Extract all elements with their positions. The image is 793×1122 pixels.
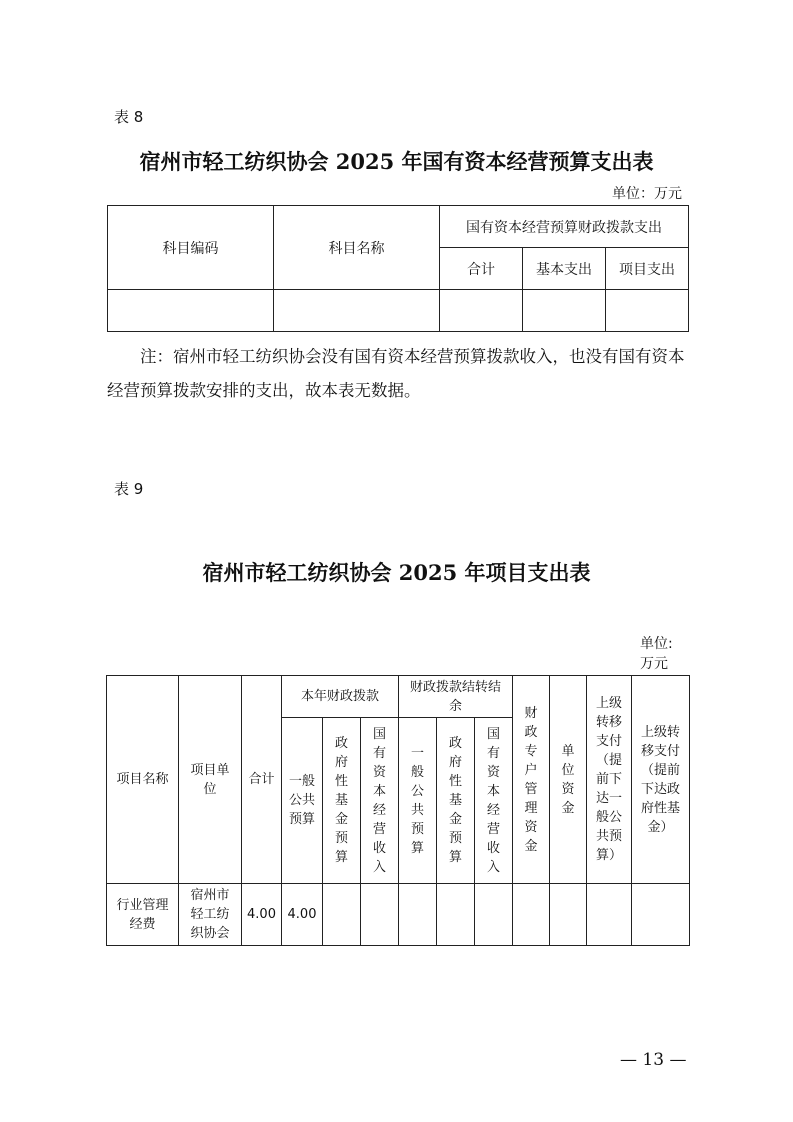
header-gov-fund: 政府性基金预算 (323, 718, 361, 884)
header-state-capital-group: 国有资本经营预算财政拨款支出 (440, 206, 689, 248)
empty-cell (606, 290, 689, 332)
cell-general-budget: 4.00 (282, 884, 323, 946)
empty-cell (440, 290, 523, 332)
empty-cell (399, 884, 437, 946)
table8-note: 注：宿州市轻工纺织协会没有国有资本经营预算拨款收入，也没有国有资本经营预算拨款安排的支出，故本表无数据。 (107, 347, 685, 400)
header-carryover-group: 财政拨款结转结余 (399, 676, 513, 718)
empty-cell (632, 884, 690, 946)
header-project: 项目支出 (606, 248, 689, 290)
table9-label: 表 9 (114, 480, 144, 498)
header-project-unit: 项目单位 (179, 676, 242, 884)
header-special-fund: 财政专户管理资金 (513, 676, 550, 884)
empty-cell (475, 884, 513, 946)
header-state-capital: 国有资本经营收入 (361, 718, 399, 884)
table9-unit-line1: 单位: (640, 636, 673, 652)
empty-cell (361, 884, 399, 946)
header-basic: 基本支出 (523, 248, 606, 290)
table9-unit (640, 634, 673, 674)
header-total: 合计 (440, 248, 523, 290)
header-carry-general: 一般公共预算 (399, 718, 437, 884)
table8-title: 宿州市轻工纺织协会 2025 年国有资本经营预算支出表 (139, 149, 654, 174)
table9-unit-line2: 万元 (640, 656, 668, 672)
page-number: — 13 — (620, 1050, 687, 1070)
empty-cell (108, 290, 274, 332)
empty-cell (274, 290, 440, 332)
empty-cell (513, 884, 550, 946)
cell-project-unit: 宿州市轻工纺织协会 (179, 884, 242, 946)
header-subject-name: 科目名称 (274, 206, 440, 290)
header-project-name: 项目名称 (107, 676, 179, 884)
cell-total: 4.00 (242, 884, 282, 946)
table-row (107, 884, 690, 946)
header-carry-gov-fund: 政府性基金预算 (437, 718, 475, 884)
table9-title: 宿州市轻工纺织协会 2025 年项目支出表 (202, 560, 591, 585)
header-transfer-gov-fund: 上级转移支付（提前下达政府性基金） (632, 676, 690, 884)
header-current-year-group: 本年财政拨款 (282, 676, 399, 718)
cell-project-name: 行业管理经费 (107, 884, 179, 946)
header-subject-code: 科目编码 (108, 206, 274, 290)
table-row (108, 290, 689, 332)
header-total: 合计 (242, 676, 282, 884)
header-carry-state-capital: 国有资本经营收入 (475, 718, 513, 884)
table8-label: 表 8 (114, 108, 144, 126)
header-unit-fund: 单位资金 (550, 676, 587, 884)
header-transfer-general: 上级转移支付（提前下达一般公共预算） (587, 676, 632, 884)
empty-cell (587, 884, 632, 946)
empty-cell (550, 884, 587, 946)
table8-unit: 单位：万元 (612, 186, 682, 202)
table9 (106, 675, 690, 946)
empty-cell (323, 884, 361, 946)
empty-cell (437, 884, 475, 946)
empty-cell (523, 290, 606, 332)
table8 (107, 205, 689, 332)
header-general-budget: 一般公共预算 (282, 718, 323, 884)
